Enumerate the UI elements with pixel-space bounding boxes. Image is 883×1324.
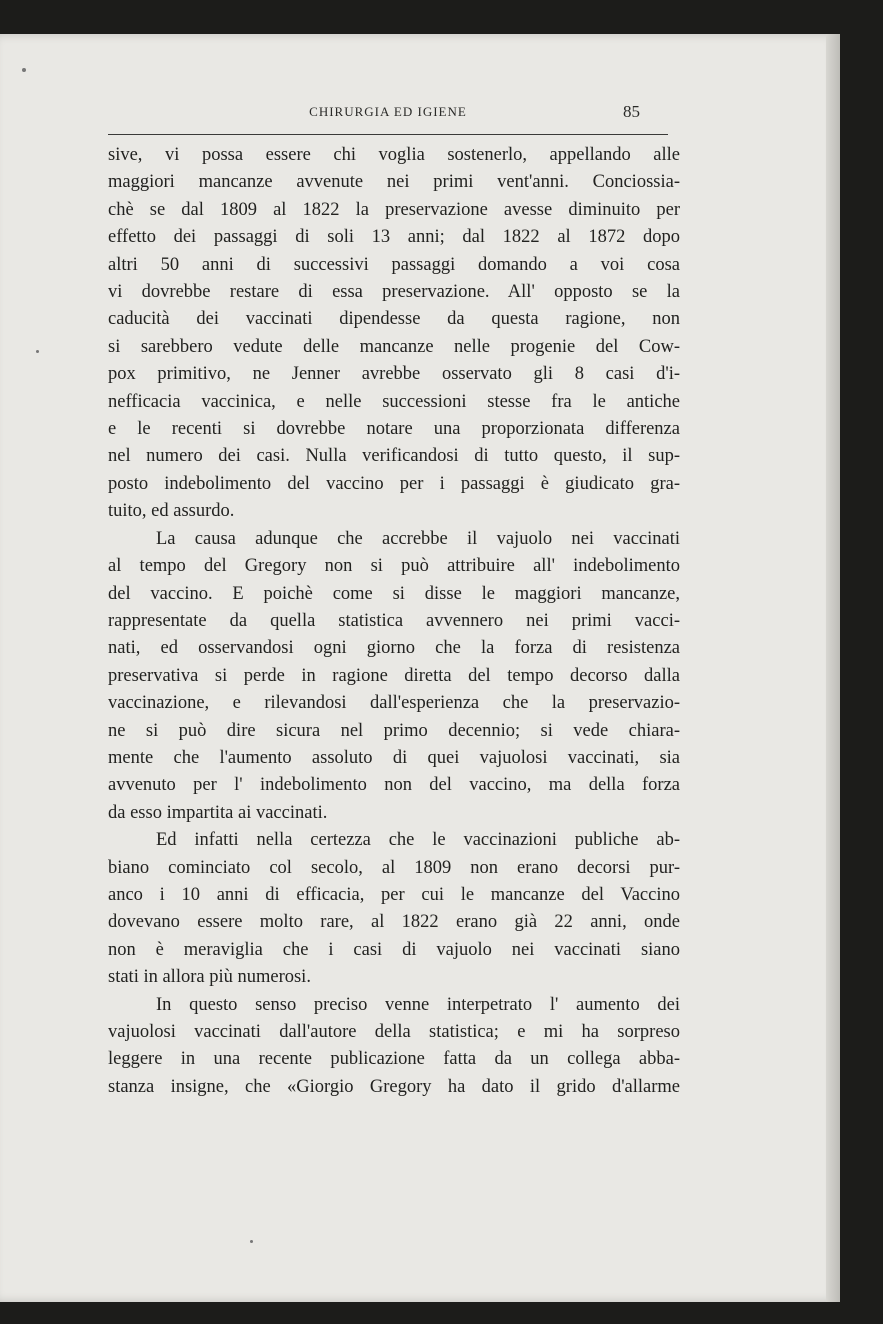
text-line: effetto dei passaggi di soli 13 anni; dal 1822 al 1872 dopo — [108, 227, 680, 248]
text-line: rappresentate da quella statistica avvennero nei primi vacci- — [108, 610, 680, 631]
page-header — [108, 102, 668, 128]
text-line: leggere in una recente publicazione fatta da un collega abba- — [108, 1049, 680, 1070]
text-line: ne si può dire sicura nel primo decennio; si vede chiara- — [108, 720, 680, 741]
text-line: chè se dal 1809 al 1822 la preservazione avesse diminuito per — [108, 199, 680, 220]
text-line: tuito, ed assurdo. — [108, 501, 235, 522]
text-line: avvenuto per l' indebolimento non del vaccino, ma della forza — [108, 775, 680, 796]
text-line: del vaccino. E poichè come si disse le maggiori mancanze, — [108, 583, 680, 604]
text-line: caducità dei vaccinati dipendesse da questa ragione, non — [108, 309, 680, 330]
text-line: dovevano essere molto rare, al 1822 erano già 22 anni, onde — [108, 912, 680, 933]
text-line: sive, vi possa essere chi voglia sostenerlo, appellando alle — [108, 145, 680, 165]
text-line: biano cominciato col secolo, al 1809 non erano decorsi pur- — [108, 857, 680, 878]
paper-speck — [250, 1240, 253, 1243]
paper-speck — [22, 68, 26, 72]
text-line: al tempo del Gregory non si può attribuire all' indebolimento — [108, 556, 680, 577]
header-rule — [108, 134, 668, 135]
text-line: Ed infatti nella certezza che le vaccinazioni publiche ab- — [156, 830, 680, 851]
text-line: pox primitivo, ne Jenner avrebbe osservato gli 8 casi d'i- — [108, 364, 680, 385]
text-line: posto indebolimento del vaccino per i passaggi è giudicato gra- — [108, 473, 680, 494]
text-line: si sarebbero vedute delle mancanze nelle progenie del Cow- — [108, 336, 680, 357]
text-line: non è meraviglia che i casi di vajuolo nei vaccinati siano — [108, 939, 680, 960]
text-line: vi dovrebbe restare di essa preservazione. All' opposto se la — [108, 282, 680, 303]
text-line: anco i 10 anni di efficacia, per cui le mancanze del Vaccino — [108, 884, 680, 905]
body-text — [108, 142, 680, 1101]
running-head: CHIRURGIA ED IGIENE — [309, 104, 467, 119]
text-line: nel numero dei casi. Nulla verificandosi di tutto questo, il sup- — [108, 446, 680, 467]
text-line: altri 50 anni di successivi passaggi domando a voi cosa — [108, 254, 680, 275]
text-line: stati in allora più numerosi. — [108, 967, 311, 988]
page-number: 85 — [623, 102, 640, 121]
text-line: nefficacia vaccinica, e nelle successioni stesse fra le antiche — [108, 391, 680, 412]
text-line: nati, ed osservandosi ogni giorno che la forza di resistenza — [108, 638, 680, 659]
text-line: vajuolosi vaccinati dall'autore della statistica; e mi ha sorpreso — [108, 1022, 680, 1042]
text-line: preservativa si perde in ragione diretta del tempo decorso dalla — [108, 665, 680, 686]
paragraph — [108, 142, 680, 526]
text-line: stanza insigne, che «Giorgio Gregory ha dato il grido d'allarme — [108, 1076, 680, 1097]
text-line: La causa adunque che accrebbe il vajuolo nei vaccinati — [156, 528, 680, 549]
paragraph — [108, 526, 680, 827]
text-line: maggiori mancanze avvenute nei primi vent'anni. Conciossia- — [108, 172, 680, 193]
paper-speck — [36, 350, 39, 353]
paragraph — [108, 827, 680, 991]
text-line: vaccinazione, e rilevandosi dall'esperienza che la preservazio- — [108, 693, 680, 714]
text-line: da esso impartita ai vaccinati. — [108, 802, 328, 823]
text-line: mente che l'aumento assoluto di quei vajuolosi vaccinati, sia — [108, 747, 680, 768]
text-line: e le recenti si dovrebbe notare una proporzionata differenza — [108, 419, 680, 440]
paragraph — [108, 992, 680, 1102]
page-edge-shadow — [826, 34, 840, 1302]
text-line: In questo senso preciso venne interpetrato l' aumento dei — [156, 994, 680, 1015]
